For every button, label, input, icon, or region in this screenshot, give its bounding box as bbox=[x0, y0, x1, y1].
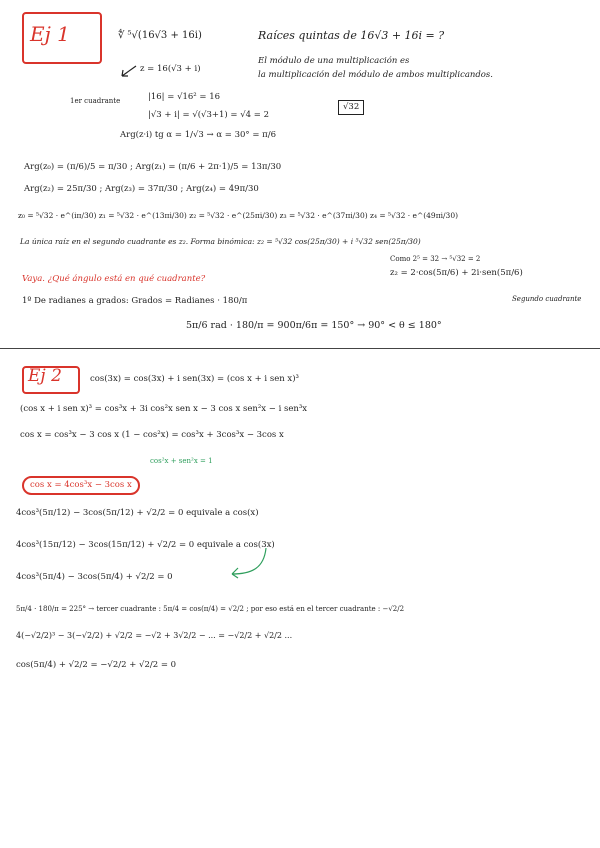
ex1-title: Raíces quintas de 16√3 + 16i = ? bbox=[258, 29, 445, 42]
ex1-args-row-1: Arg(z₀) = (π/6)/5 = π/30 ; Arg(z₁) = (π/6 + 2π·1)/5 = 13π/30 bbox=[24, 162, 282, 172]
ex2-degrees: 5π/4 · 180/π = 225° → tercer cuadrante : 5π/4 = cos(π/4) = √2/2 ; por eso está en el tercer cuadrante : −√2/2 bbox=[16, 605, 405, 613]
ex1-step-1: 1º De radianes a grados: Grados = Radianes · 180/π bbox=[22, 296, 248, 306]
ex1-fifth-root: Como 2⁵ = 32 → ⁵√32 = 2 bbox=[390, 255, 481, 263]
ex1-quadrant-note: 1er cuadrante bbox=[70, 97, 121, 105]
ex1-binomial: La única raíz en el segundo cuadrante es z₂. Forma binómica: z₂ = ⁵√32 cos(25π/30) + i ⁵√32 sen(25π/30) bbox=[20, 237, 421, 246]
ex1-modulus-result: √32 bbox=[338, 100, 364, 115]
ex1-modulus-root: |√3 + i| = √(√3+1) = √4 = 2 bbox=[148, 110, 270, 120]
ex1-z2: z₂ = 2·cos(5π/6) + 2i·sen(5π/6) bbox=[390, 268, 523, 278]
ex1-label: Ej 1 bbox=[30, 22, 70, 46]
ex2-eq-1: 4cos³(5π/12) − 3cos(5π/12) + √2/2 = 0 equivale a cos(x) bbox=[16, 508, 259, 518]
ex2-identity: cos(3x) = cos(3x) + i sen(3x) = (cos x + i sen x)³ bbox=[90, 374, 299, 384]
ex2-final: cos(5π/4) + √2/2 = −√2/2 + √2/2 = 0 bbox=[16, 660, 177, 670]
ex1-args-row-2: Arg(z₂) = 25π/30 ; Arg(z₃) = 37π/30 ; Arg(z₄) = 49π/30 bbox=[24, 184, 259, 194]
ex1-modulus-16: |16| = √16² = 16 bbox=[148, 92, 221, 102]
ex2-pythagorean-note: cos²x + sen²x = 1 bbox=[150, 457, 213, 465]
ex1-root-expression: ∜ ⁵√(16√3 + 16i) bbox=[118, 30, 202, 41]
ex1-note-1: El módulo de una multiplicación es bbox=[258, 56, 410, 66]
divider bbox=[0, 348, 600, 349]
ex2-substitution: 4(−√2/2)³ − 3(−√2/2) + √2/2 = −√2 + 3√2/2 − ... = −√2/2 + √2/2 ... bbox=[16, 631, 293, 640]
arrow-icon bbox=[226, 546, 270, 580]
ex1-argument: Arg(z·i) tg α = 1/√3 → α = 30° = π/6 bbox=[120, 130, 277, 140]
ex1-roots-row: z₀ = ⁵√32 · e^(iπ/30) z₁ = ⁵√32 · e^(13πi/30) z₂ = ⁵√32 · e^(25πi/30) z₃ = ⁵√32 · e^(37πi/30) z₄ = ⁵√32 · e^(49πi/30) bbox=[18, 211, 459, 220]
ex2-cos-x: cos x = cos³x − 3 cos x (1 − cos²x) = cos³x + 3cos³x − 3cos x bbox=[20, 430, 284, 440]
ex2-result: cos x = 4cos³x − 3cos x bbox=[22, 476, 140, 495]
ex1-conversion: 5π/6 rad · 180/π = 900π/6π = 150° → 90° < θ ≤ 180° bbox=[186, 320, 442, 331]
arrow-icon bbox=[118, 64, 138, 80]
ex2-eq-2: 4cos³(15π/12) − 3cos(15π/12) + √2/2 = 0 equivale a cos(3x) bbox=[16, 540, 275, 550]
ex1-note-2: la multiplicación del módulo de ambos multiplicandos. bbox=[258, 70, 493, 80]
ex1-second-quadrant: Segundo cuadrante bbox=[512, 295, 582, 303]
ex2-label: Ej 2 bbox=[28, 366, 62, 386]
ex1-z-def: z = 16(√3 + i) bbox=[140, 64, 201, 74]
ex2-eq-3: 4cos³(5π/4) − 3cos(5π/4) + √2/2 = 0 bbox=[16, 572, 173, 582]
ex2-expansion: (cos x + i sen x)³ = cos³x + 3i cos²x sen x − 3 cos x sen²x − i sen³x bbox=[20, 404, 308, 414]
ex1-question: Vaya. ¿Qué ángulo está en qué cuadrante? bbox=[22, 274, 206, 284]
